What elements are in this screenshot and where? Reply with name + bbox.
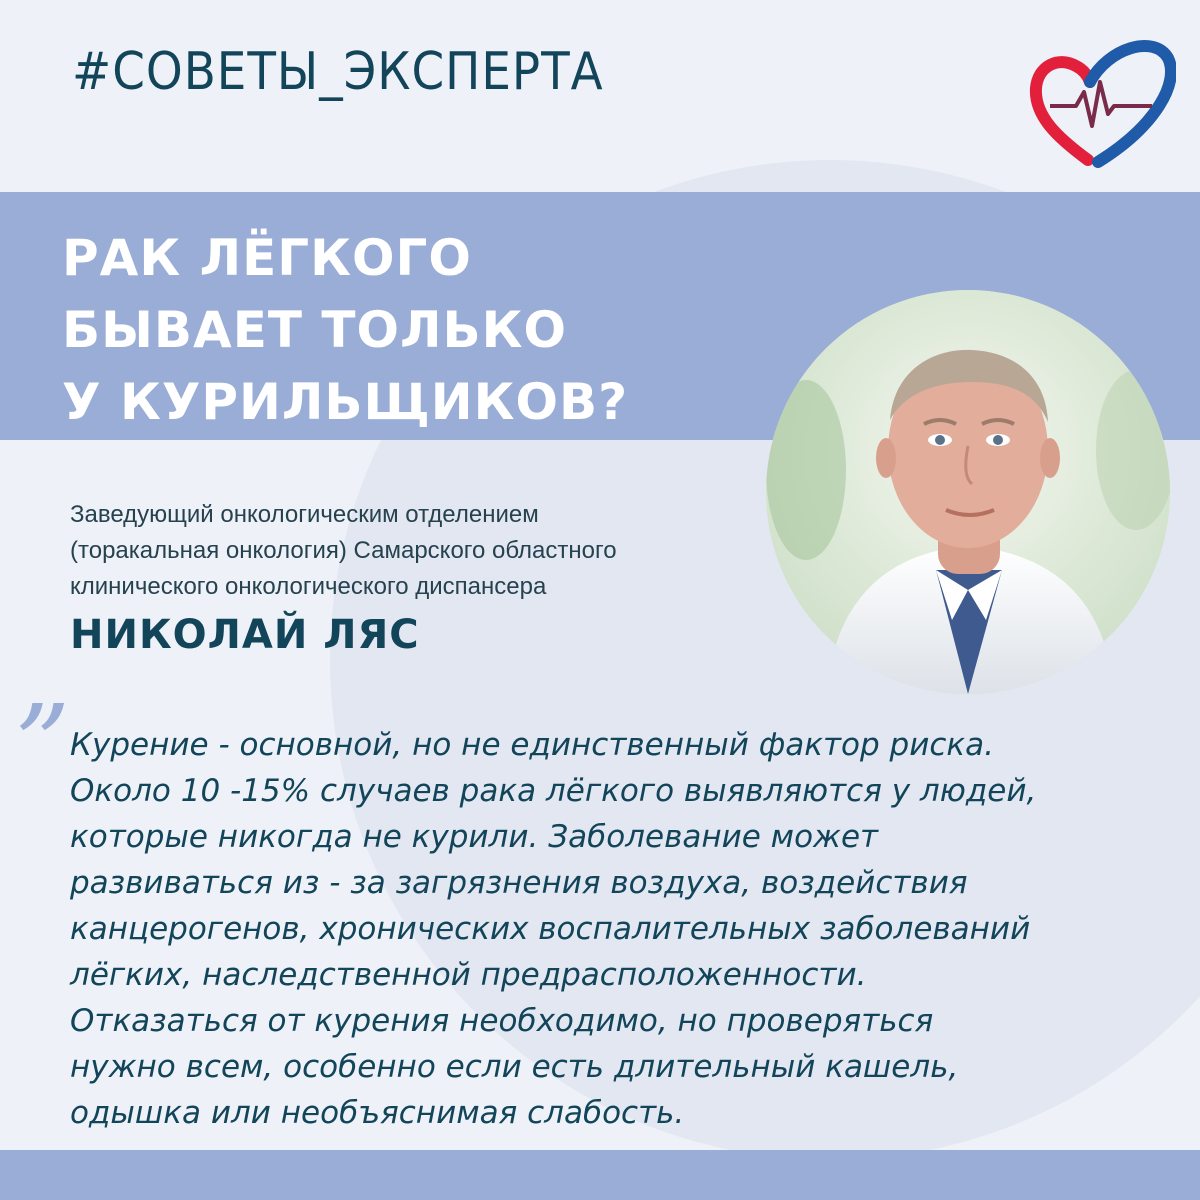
quote-line: Отказаться от курения необходимо, но проверяться bbox=[70, 1003, 934, 1039]
expert-portrait bbox=[766, 290, 1170, 694]
headline-line: У КУРИЛЬЩИКОВ? bbox=[62, 373, 629, 431]
footer-band bbox=[0, 1150, 1200, 1200]
quote-mark-icon: ” bbox=[14, 681, 71, 809]
quote-line: развиваться из - за загрязнения воздуха, воздействия bbox=[70, 865, 968, 901]
quote-line: лёгких, наследственной предрасположенности. bbox=[70, 957, 867, 993]
position-line: Заведующий онкологическим отделением bbox=[70, 501, 539, 528]
position-line: клинического онкологического диспансера bbox=[70, 573, 547, 600]
heart-pulse-logo-icon bbox=[1028, 30, 1176, 170]
position-line: (торакальная онкология) Самарского областного bbox=[70, 537, 617, 564]
headline-line: РАК ЛЁГКОГО bbox=[62, 229, 472, 287]
quote-line: одышка или необъяснимая слабость. bbox=[70, 1095, 685, 1131]
quote-line: Курение - основной, но не единственный фактор риска. bbox=[70, 727, 994, 763]
quote-line: которые никогда не курили. Заболевание может bbox=[70, 819, 879, 855]
headline-line: БЫВАЕТ ТОЛЬКО bbox=[62, 301, 568, 359]
expert-position bbox=[70, 497, 617, 605]
headline bbox=[62, 222, 628, 438]
hashtag-title: #СОВЕТЫ_ЭКСПЕРТА bbox=[72, 42, 604, 102]
expert-quote bbox=[70, 722, 1180, 1136]
quote-line: канцерогенов, хронических воспалительных заболеваний bbox=[70, 911, 1031, 947]
quote-line: Около 10 -15% случаев рака лёгкого выявляются у людей, bbox=[70, 773, 1037, 809]
expert-name: НИКОЛАЙ ЛЯС bbox=[70, 612, 420, 658]
quote-line: нужно всем, особенно если есть длительный кашель, bbox=[70, 1049, 959, 1085]
